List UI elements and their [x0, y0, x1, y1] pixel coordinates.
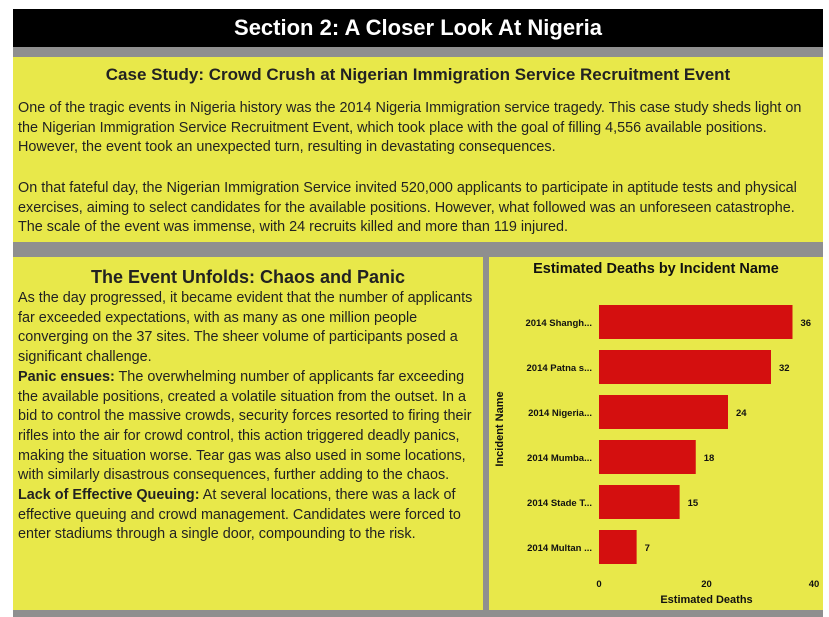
x-tick-label-0: 0	[596, 579, 602, 590]
bar-5	[599, 530, 637, 564]
x-axis-label: Estimated Deaths	[660, 594, 753, 606]
data-label-4: 15	[687, 498, 699, 509]
case-study-paragraph-1: One of the tragic events in Nigeria history was the 2014 Nigeria Immigration service tragedy. This case study sheds light on the Nigerian Immigration Service Recruitment Event, which took place with the goal of filling 4,556 available positions. However, the event took an unexpected turn, resulting in devastating consequences.	[18, 100, 802, 155]
data-label-3: 18	[703, 453, 715, 464]
event-unfolds-title: The Event Unfolds: Chaos and Panic	[90, 267, 406, 287]
case-study-title: Case Study: Crowd Crush at Nigerian Immigration Service Recruitment Event	[105, 65, 731, 84]
event-unfolds-text	[18, 289, 480, 545]
y-axis-label: Incident Name	[494, 391, 506, 467]
event-unfolds-intro: As the day progressed, it became evident that the number of applicants far exceeded expectations, with as many as one million people converging on the 37 sites. The sheer volume of participants posed a significant challenge.	[18, 290, 473, 366]
case-study-panel	[13, 57, 823, 242]
category-label-1: 2014 Patna s...	[526, 363, 592, 374]
bar-0	[599, 305, 793, 339]
section-title: Section 2: A Closer Look At Nigeria	[13, 9, 823, 47]
queuing-text: At several locations, there was a lack of effective queuing and crowd management. Candidates were forced to enter stadiums through a single door, compounding to the risk.	[18, 487, 461, 543]
case-study-paragraph-2: On that fateful day, the Nigerian Immigration Service invited 520,000 applicants to participate in aptitude tests and physical exercises, aiming to select candidates for the available positions. However, what followed was an unforeseen catastrophe. The scale of the event was immense, with 24 recruits killed and more than 119 injured.	[18, 180, 797, 235]
bar-3	[599, 440, 696, 474]
data-label-1: 32	[779, 363, 790, 374]
bar-2	[599, 395, 728, 429]
data-label-0: 36	[800, 318, 812, 329]
bar-chart	[489, 257, 823, 610]
category-label-2: 2014 Nigeria...	[528, 408, 592, 419]
panic-ensues-label: Panic ensues:	[18, 368, 115, 385]
category-label-3: 2014 Mumba...	[527, 453, 592, 464]
panic-ensues-text: The overwhelming number of applicants far exceeding the available positions, created a volatile situation from the outset. In a bid to control the massive crowds, security forces resorted to firing their rifles into the air for crowd control, this action triggered deadly panics, making the situation worse. Tear gas was also used in some locations, with similarly disastrous consequences, further adding to the chaos.	[18, 368, 472, 484]
data-label-5: 7	[644, 543, 650, 554]
bar-1	[599, 350, 771, 384]
bar-4	[599, 485, 680, 519]
data-label-2: 24	[736, 408, 747, 419]
category-label-5: 2014 Multan ...	[527, 543, 592, 554]
chart-title: Estimated Deaths by Incident Name	[533, 261, 779, 277]
category-label-4: 2014 Stade T...	[527, 498, 592, 509]
x-tick-label-2: 40	[808, 579, 820, 590]
category-label-0: 2014 Shangh...	[525, 318, 592, 329]
queuing-label: Lack of Effective Queuing:	[18, 487, 200, 504]
x-tick-label-1: 20	[701, 579, 712, 590]
chart-panel	[489, 257, 823, 610]
event-unfolds-panel	[13, 257, 483, 610]
